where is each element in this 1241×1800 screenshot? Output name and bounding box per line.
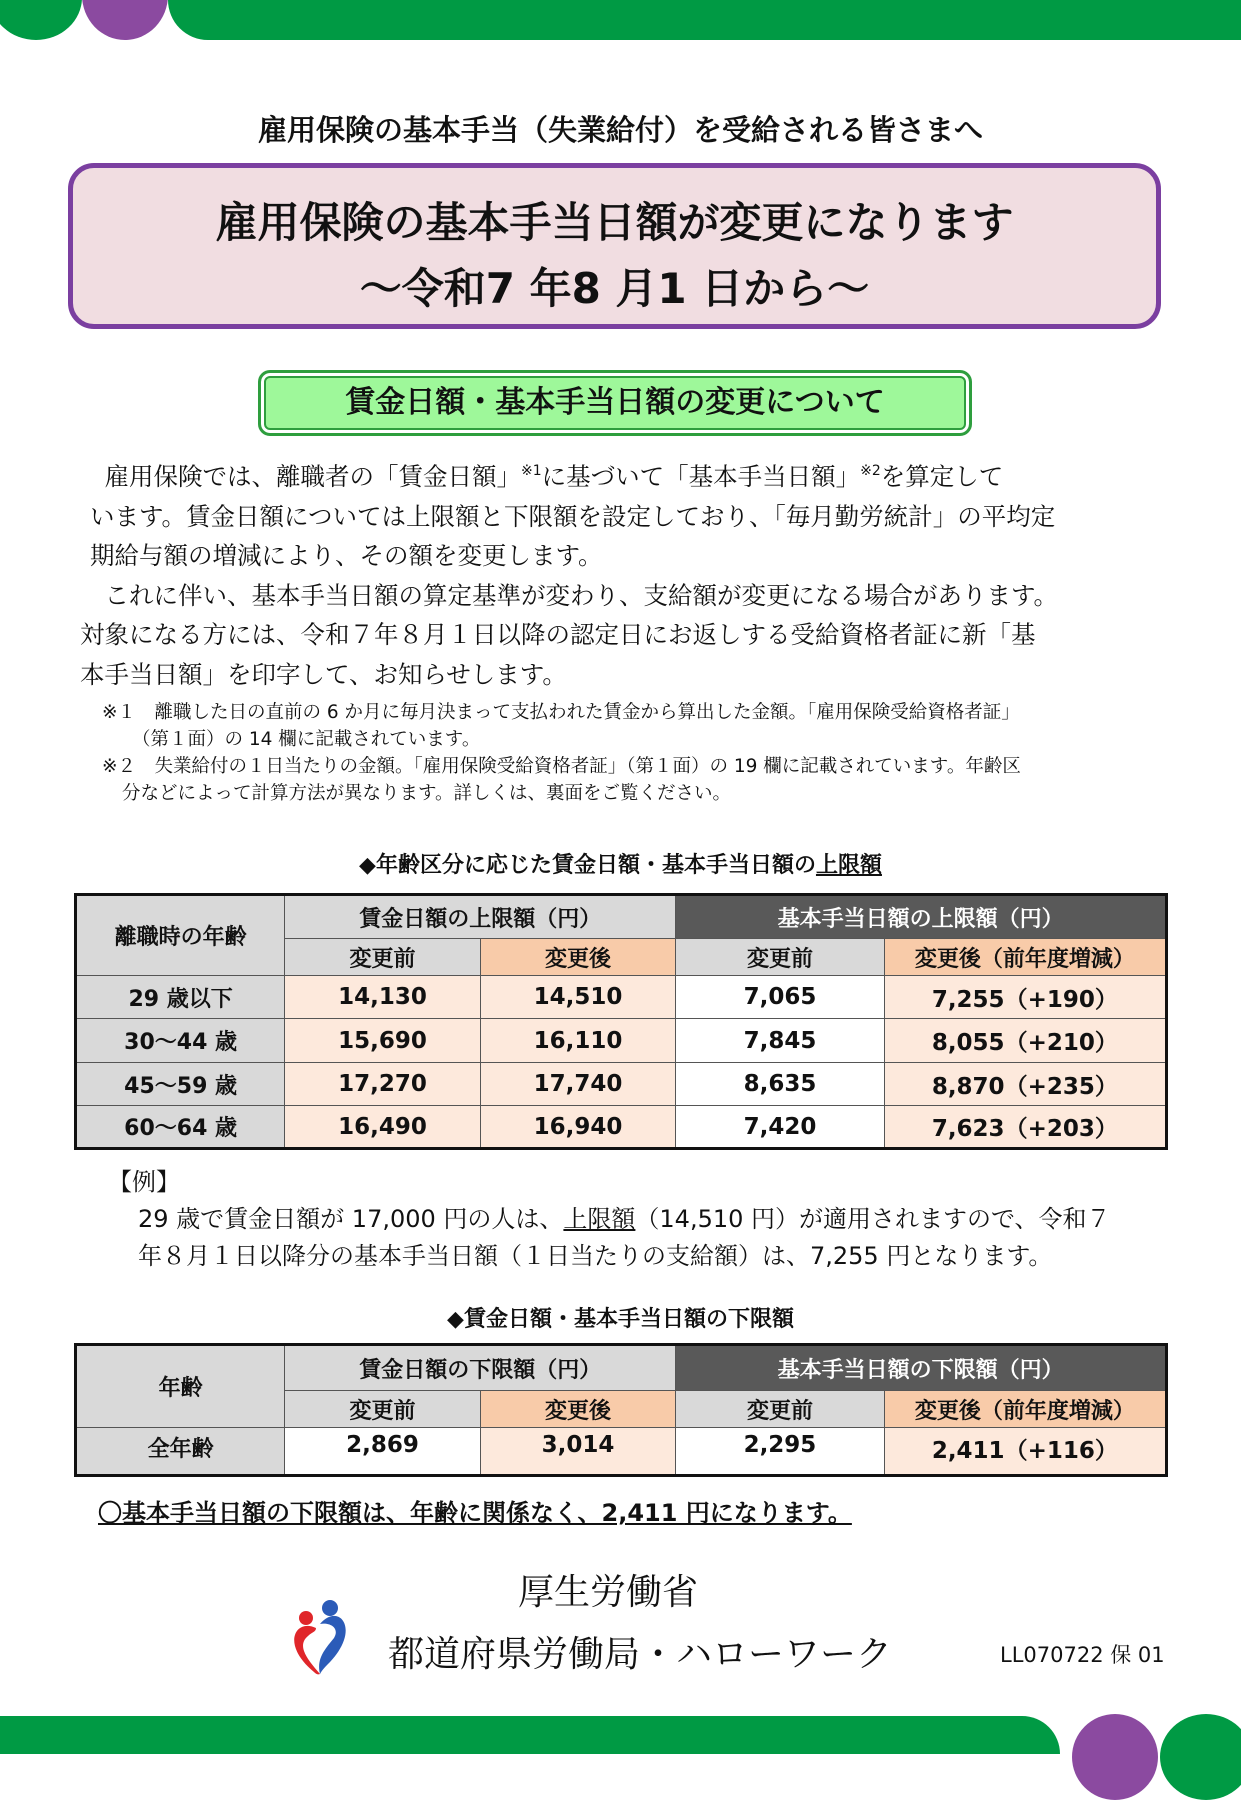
footnote-2-line-1: ※２ 失業給付の１日当たりの金額。「雇用保険受給資格者証」（第１面）の 19 欄に記載されています。年齢区: [102, 756, 1021, 777]
ministry-name: 厚生労働省: [518, 1572, 699, 1613]
footnotes: [102, 699, 1021, 807]
header-benefit-after: 変更後（前年度増減）: [884, 939, 1166, 976]
age-cell: 29 歳以下: [76, 976, 285, 1019]
section-heading: 賃金日額・基本手当日額の変更について: [258, 370, 972, 436]
title-line-2: ～令和7 年8 月1 日から～: [359, 264, 870, 313]
wage-before-cell: 17,270: [285, 1063, 481, 1106]
decor-blob-top-left: [0, 0, 82, 40]
age-cell: 45～59 歳: [76, 1063, 285, 1106]
title-line-1: 雇用保険の基本手当日額が変更になります: [215, 198, 1014, 247]
wage-after-cell: 16,940: [480, 1106, 676, 1149]
intro-paragraph: [80, 452, 1165, 694]
bureau-name: 都道府県労働局・ハローワーク: [388, 1634, 893, 1675]
header-age: 年齢: [76, 1345, 285, 1428]
table-row: [76, 1063, 1167, 1106]
benefit-after-cell: 8,055（+210）: [884, 1019, 1166, 1063]
intro-line-3: 期給与額の増減により、その額を変更します。: [90, 541, 603, 570]
header-wage-lower: 賃金日額の下限額（円）: [285, 1345, 676, 1391]
table-row: [76, 976, 1167, 1019]
header-wage-before: 変更前: [285, 939, 481, 976]
wage-before-cell: 14,130: [285, 976, 481, 1019]
decor-band-bottom: [0, 1716, 1060, 1754]
benefit-after-cell: 8,870（+235）: [884, 1063, 1166, 1106]
benefit-before-cell: 7,845: [676, 1019, 884, 1063]
header-wage-upper: 賃金日額の上限額（円）: [285, 895, 676, 939]
decor-blob-bottom-right: [1160, 1714, 1241, 1800]
lower-table-heading: ◆賃金日額・基本手当日額の下限額: [447, 1307, 794, 1332]
upper-limit-table: [74, 893, 1168, 1150]
header-benefit-lower: 基本手当日額の下限額（円）: [676, 1345, 1167, 1391]
age-cell: 全年齢: [76, 1428, 285, 1476]
header-wage-after: 変更後: [480, 1391, 676, 1428]
intro-line-4: これに伴い、基本手当日額の算定基準が変わり、支給額が変更になる場合があります。: [80, 580, 1059, 610]
intro-line-6: 本手当日額」を印字して、お知らせします。: [80, 659, 567, 689]
benefit-after-cell: 2,411（+116）: [884, 1428, 1166, 1476]
header-wage-before: 変更前: [285, 1391, 481, 1428]
header-benefit-after: 変更後（前年度増減）: [884, 1391, 1166, 1428]
upper-table-heading: ◆年齢区分に応じた賃金日額・基本手当日額の上限額: [359, 853, 882, 878]
benefit-after-cell: 7,255（+190）: [884, 976, 1166, 1019]
table-row: [76, 1019, 1167, 1063]
footnote-2-line-2: 分などによって計算方法が異なります。詳しくは、裏面をご覧ください。: [122, 783, 732, 804]
example-label: 【例】: [108, 1168, 180, 1196]
wage-before-cell: 16,490: [285, 1106, 481, 1149]
header-age: 離職時の年齢: [76, 895, 285, 976]
mhlw-logo-icon: [286, 1598, 354, 1676]
benefit-before-cell: 7,420: [676, 1106, 884, 1149]
example-line-2: 年８月１日以降分の基本手当日額（１日当たりの支給額）は、7,255 円となります。: [138, 1242, 1053, 1270]
age-cell: 60～64 歳: [76, 1106, 285, 1149]
footnote-1-line-2: （第１面）の 14 欄に記載されています。: [132, 729, 481, 750]
benefit-after-cell: 7,623（+203）: [884, 1106, 1166, 1149]
wage-before-cell: 2,869: [285, 1428, 481, 1476]
table-row: [76, 1428, 1167, 1476]
wage-after-cell: 3,014: [480, 1428, 676, 1476]
footnote-1-line-1: ※１ 離職した日の直前の 6 か月に毎月決まって支払われた賃金から算出した金額。「雇用保険受給資格者証」: [102, 702, 1020, 723]
wage-after-cell: 16,110: [480, 1019, 676, 1063]
intro-line-2: います。賃金日額については上限額と下限額を設定しており、「毎月勤労統計」の平均定: [90, 501, 1056, 531]
header-benefit-before: 変更前: [676, 1391, 884, 1428]
title-box: [68, 163, 1161, 329]
benefit-before-cell: 2,295: [676, 1428, 884, 1476]
header-wage-after: 変更後: [480, 939, 676, 976]
intro-line-5: 対象になる方には、令和７年８月１日以降の認定日にお返しする受給資格者証に新「基: [80, 620, 1036, 649]
benefit-before-cell: 7,065: [676, 976, 884, 1019]
lower-limit-note: 〇基本手当日額の下限額は、年齢に関係なく、2,411 円になります。: [98, 1499, 852, 1527]
wage-after-cell: 17,740: [480, 1063, 676, 1106]
example-line-1: 29 歳で賃金日額が 17,000 円の人は、上限額（14,510 円）が適用されますので、令和７: [138, 1205, 1111, 1233]
intro-line-1: 雇用保険では、離職者の「賃金日額」$^{※1}$に基づいて「基本手当日額」$^{※2}$を算定して: [80, 462, 1004, 491]
wage-after-cell: 14,510: [480, 976, 676, 1019]
subtitle: 雇用保険の基本手当（失業給付）を受給される皆さまへ: [257, 113, 983, 147]
header-benefit-before: 変更前: [676, 939, 884, 976]
decor-blob-bottom-purple: [1072, 1714, 1158, 1800]
table-row: [76, 1106, 1167, 1149]
age-cell: 30～44 歳: [76, 1019, 285, 1063]
lower-limit-table: [74, 1343, 1168, 1477]
wage-before-cell: 15,690: [285, 1019, 481, 1063]
header-benefit-upper: 基本手当日額の上限額（円）: [676, 895, 1167, 939]
decor-band-top: [168, 0, 1241, 40]
document-code: LL070722 保 01: [1000, 1643, 1165, 1667]
benefit-before-cell: 8,635: [676, 1063, 884, 1106]
decor-blob-top-purple: [82, 0, 168, 40]
